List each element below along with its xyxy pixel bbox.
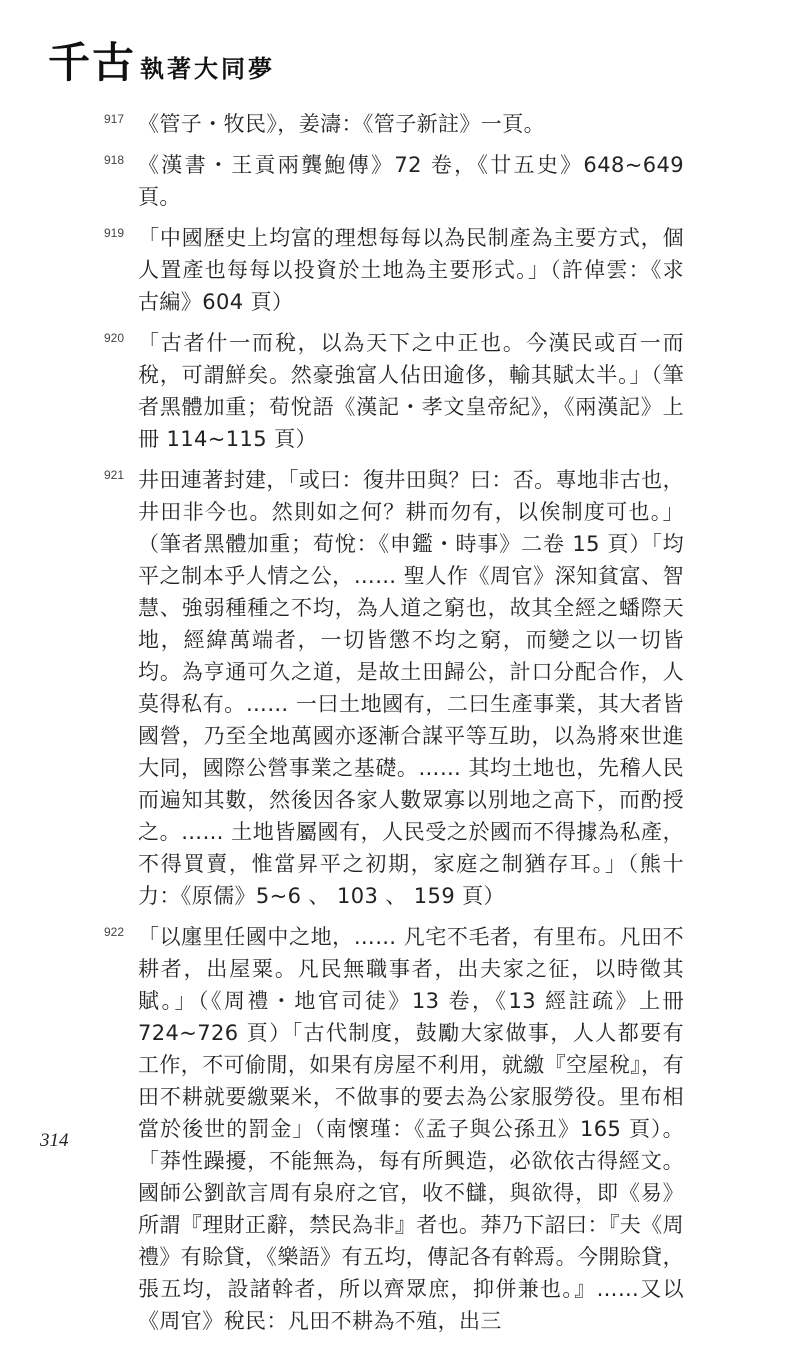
footnote-text: 「古者什一而稅，以為天下之中正也。今漢民或百一而稅，可謂鮮矣。然豪強富人佔田逾侈，輸其賦太半。」（筆者黑體加重；荀悅語《漢記・孝文皇帝紀》，《兩漢記》上冊 114~115 頁） [138,331,684,451]
footnote-text: 「以廛里任國中之地，…… 凡宅不毛者，有里布。凡田不耕者，出屋粟。凡民無職事者，出夫家之征，以時徵其賦。」（《周禮・地官司徒》13 卷，《13 經註疏》上冊 724~726 頁）「古代制度，鼓勵大家做事，人人都要有工作，不可偷閒，如果有房屋不利用，就繳『空屋稅』，有田不耕就要繳粟米，不做事的要去為公家服勞役。里布相當於後世的罰金」（南懷瑾：《孟子與公孫丑》165 頁）。「莽性躁擾，不能無為，每有所興造，必欲依古得經文。國師公劉歆言周有泉府之官，收不讎，與欲得，即《易》所謂『理財正辭，禁民為非』者也。莽乃下詔曰：『夫《周禮》有賒貸，《樂語》有五均，傳記各有斡焉。今開賒貸，張五均，設諸斡者，所以齊眾庶，抑併兼也。』……又以《周官》稅民：凡田不耕為不殖，出三 [138,925,684,1333]
footnote-number: 922 [104,925,125,939]
footnote-917 [104,108,684,140]
footnote-number: 918 [104,153,125,167]
footnote-921 [104,464,684,912]
footnotes-list [104,108,684,1346]
footnote-text: 《漢書・王貢兩龔鮑傳》72 卷，《廿五史》648~649 頁。 [138,153,684,209]
footnote-text: 「中國歷史上均富的理想每每以為民制產為主要方式，個人置產也每每以投資於土地為主要形式。」（許倬雲：《求古編》604 頁） [138,226,684,314]
page-number: 314 [40,1130,69,1151]
footnote-919 [104,222,684,318]
footnote-number: 917 [104,112,125,126]
footnote-number: 920 [104,331,125,345]
footnote-text: 《管子・牧民》，姜濤：《管子新註》一頁。 [138,112,545,136]
footnote-922 [104,921,684,1337]
book-title-small: 執著大同夢 [140,54,276,83]
footnote-920 [104,327,684,455]
footnote-text: 井田連著封建，「或曰：復井田與？曰：否。專地非古也，井田非今也。然則如之何？耕而勿有，以俟制度可也。」（筆者黑體加重；荀悅：《申鑑・時事》二卷 15 頁）「均平之制本乎人情之公，…… 聖人作《周官》深知貧富、智慧、強弱種種之不均，為人道之窮也，故其全經之蟠際天地，經緯萬端者，一切皆懲不均之窮，而變之以一切皆均。為亨通可久之道，是故土田歸公，計口分配合作，人莫得私有。…… 一曰土地國有，二曰生產事業，其大者皆國營，乃至全地萬國亦逐漸合謀平等互助，以為將來世進大同，國際公營事業之基礎。…… 其均土地也，先稽人民而遍知其數，然後因各家人數眾寡以別地之高下，而酌授之。…… 土地皆屬國有，人民受之於國而不得據為私產，不得買賣，惟當昇平之初期，家庭之制猶存耳。」（熊十力：《原儒》5~6 、 103 、 159 頁） [138,468,684,908]
running-header [48,30,275,90]
footnote-number: 919 [104,226,125,240]
footnote-918 [104,149,684,213]
footnote-number: 921 [104,468,125,482]
book-title-large: 千古 [48,38,137,87]
